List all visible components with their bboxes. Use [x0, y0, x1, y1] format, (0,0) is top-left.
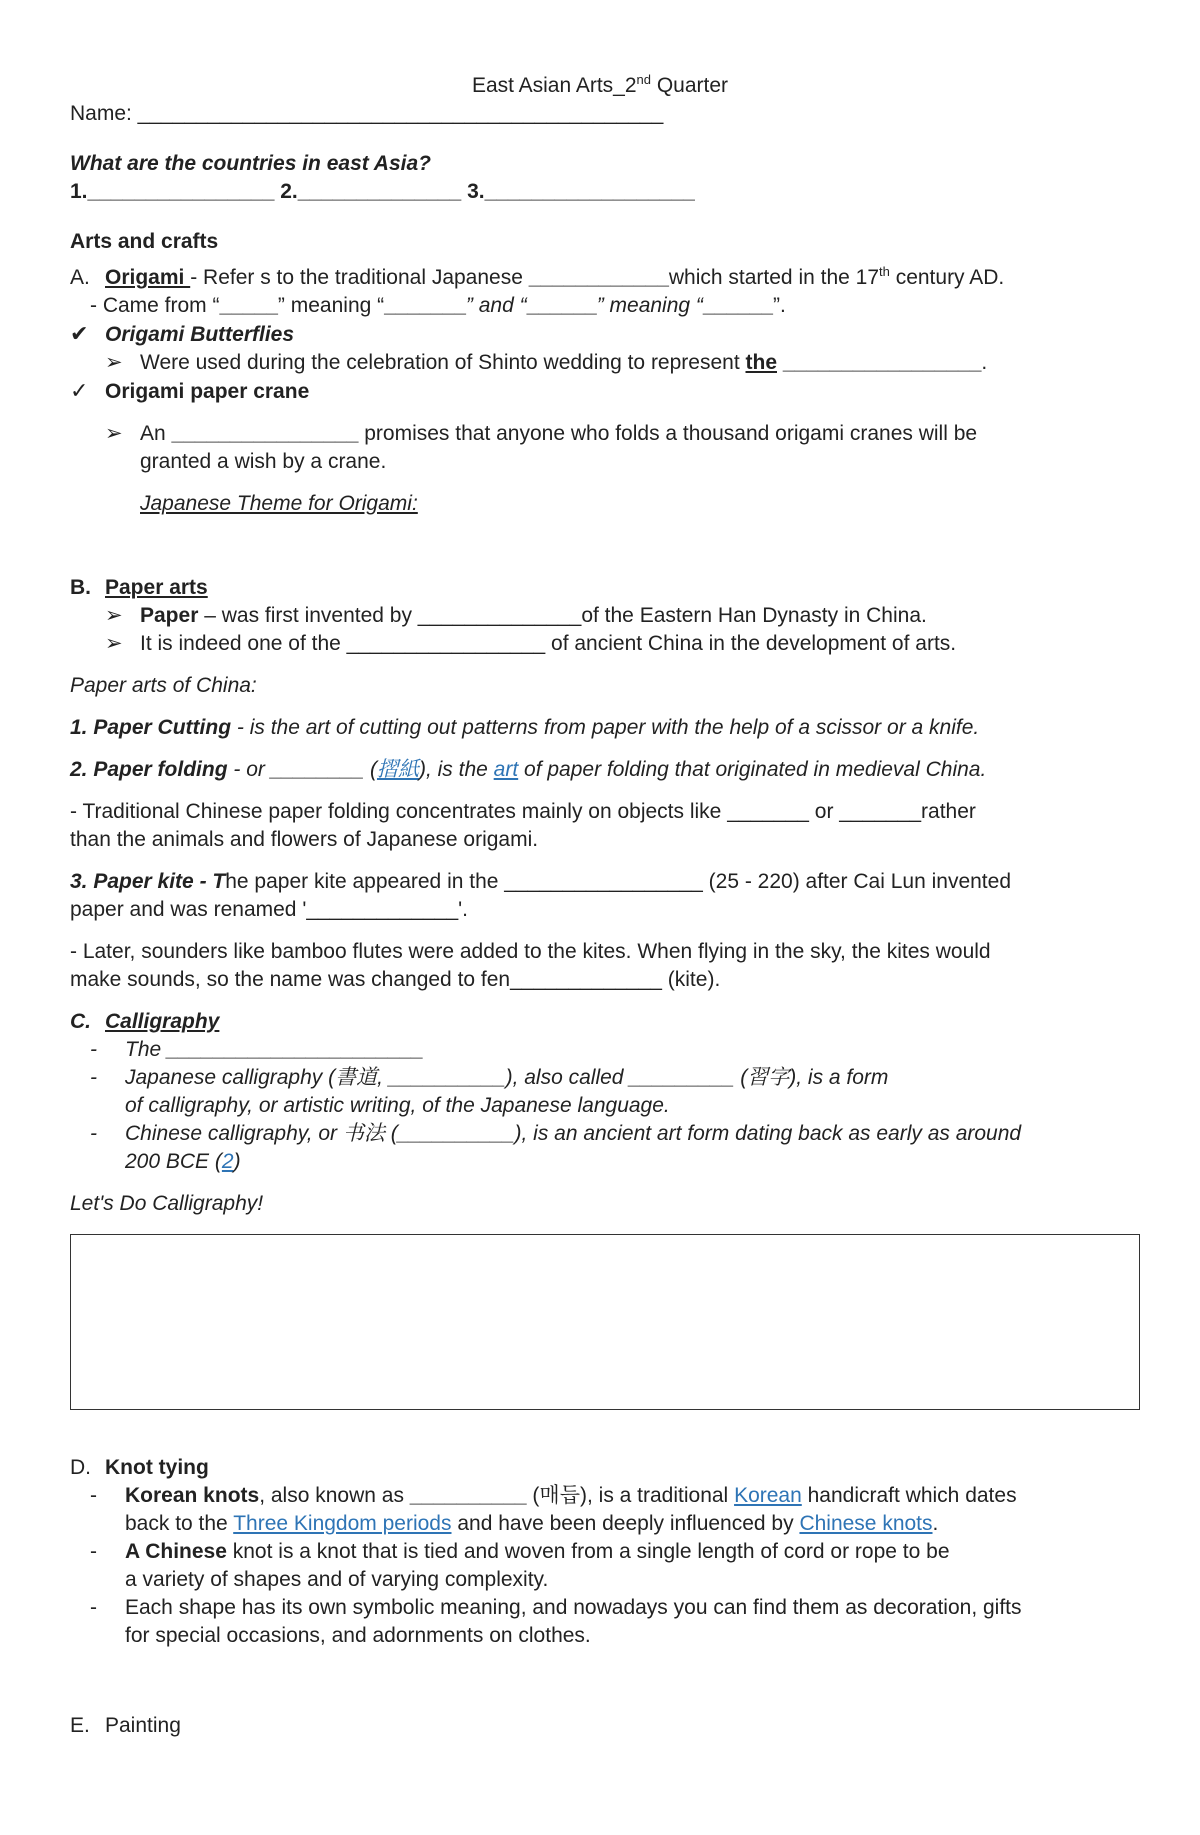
paper-kite-line2: paper and was renamed '_____________'. [70, 898, 468, 921]
arrow-bullet-icon: ➢ [105, 422, 123, 445]
later-sounders-line1: - Later, sounders like bamboo flutes were added to the kites. When flying in the sky, the kites would [70, 940, 991, 963]
origami-definition [70, 264, 1130, 292]
dash-bullet: - [90, 1122, 97, 1145]
art-link[interactable]: art [493, 758, 519, 781]
calligraphy-practice-box[interactable] [70, 1234, 1140, 1410]
section-letter-d: D. [70, 1456, 91, 1479]
calligraphy-line2-text: Japanese calligraphy (書道, __________), also called _________ (習字), is a form [125, 1066, 889, 1089]
reference-2-link[interactable]: 2 [221, 1150, 234, 1173]
section-letter-e: E. [70, 1714, 90, 1737]
symbolic-meaning-line1 [70, 1594, 1130, 1622]
calligraphy-line5-end: ) [233, 1150, 241, 1173]
paper-cutting-text: - is the art of cutting out patterns from paper with the help of a scissor or a knife. [231, 716, 980, 739]
calligraphy-line5-text: 200 BCE ( [125, 1150, 222, 1173]
came-from-blank-1[interactable]: _____ [219, 294, 278, 317]
section-letter-a: A. [70, 266, 90, 289]
paper-arts-china-subhead: Paper arts of China: [70, 674, 257, 697]
butterflies-bold: the [745, 351, 777, 374]
calligraphy-heading [70, 1008, 1130, 1036]
knot-tying-heading [70, 1454, 1130, 1482]
came-from-text-2: ” meaning “ [277, 294, 385, 317]
title-text: East Asian Arts_2 [471, 74, 637, 97]
checkmark-icon: ✓ [70, 378, 89, 403]
japanese-theme-label: Japanese Theme for Origami: [140, 492, 418, 515]
paper-folding-item [70, 756, 1130, 784]
came-from-line [70, 292, 1130, 320]
paper-indeed-text: It is indeed one of the _________________ of ancient China in the development of arts. [140, 632, 957, 655]
paper-folding-text-end: of paper folding that originated in medieval China. [518, 758, 987, 781]
symbolic-meaning-line2: for special occasions, and adornments on clothes. [125, 1624, 591, 1647]
paper-invented-text: – was first invented by ______________of the Eastern Han Dynasty in China. [198, 604, 927, 627]
korean-knots-line2-mid: and have been deeply influenced by [451, 1512, 800, 1535]
crane-blank[interactable]: ________________ [171, 422, 359, 445]
countries-blanks[interactable]: 1.________________ 2.______________ 3.__________________ [70, 180, 695, 203]
dash-bullet: - [90, 1484, 97, 1507]
korean-knots-text-mid: (매듭), is a traditional [526, 1484, 735, 1507]
paper-arts-title: Paper arts [105, 576, 208, 599]
paper-folding-text: - or ________ ( [227, 758, 377, 781]
paper-indeed-item [70, 630, 1130, 658]
page-title [70, 72, 1130, 100]
arts-crafts-heading: Arts and crafts [70, 230, 219, 253]
section-letter-b: B. [70, 576, 91, 599]
came-from-text-4: ” meaning “ [596, 294, 703, 317]
painting-heading [70, 1712, 1130, 1740]
calligraphy-line4-text: Chinese calligraphy, or 书法 (__________), is an ancient art form dating back as early as around [125, 1122, 1022, 1145]
paper-cutting-label: 1. Paper Cutting [70, 716, 232, 739]
traditional-folding-line1: - Traditional Chinese paper folding concentrates mainly on objects like _______ or _______rather [70, 800, 976, 823]
korean-knots-line2 [70, 1510, 1130, 1538]
paper-kite-text: he paper kite appeared in the _________________ (25 - 220) after Cai Lun invented [225, 870, 1012, 893]
three-kingdom-periods-link[interactable]: Three Kingdom periods [233, 1512, 452, 1535]
origami-text-mid: which started in the 17 [668, 266, 880, 289]
paper-kite-label: 3. Paper kite - T [70, 870, 226, 893]
crane-text-post: promises that anyone who folds a thousand origami cranes will be [358, 422, 978, 445]
butterflies-end: . [981, 351, 988, 374]
butterflies-blank[interactable]: _________________ [777, 351, 982, 374]
korean-link[interactable]: Korean [734, 1484, 802, 1507]
came-from-blank-3[interactable]: ______ [526, 294, 597, 317]
origami-text: - Refer s to the traditional Japanese [190, 266, 529, 289]
dash-bullet: - [90, 1540, 97, 1563]
origami-text-end: century AD. [889, 266, 1005, 289]
came-from-text: - Came from “ [90, 294, 220, 317]
chinese-knot-line1 [70, 1538, 1130, 1566]
dash-bullet: - [90, 1066, 97, 1089]
knot-tying-title: Knot tying [105, 1456, 209, 1479]
origami-butterflies-item [70, 320, 1130, 349]
paper-folding-text-mid: ), is the [418, 758, 494, 781]
came-from-text-end: ”. [772, 294, 786, 317]
calligraphy-line4 [70, 1120, 1130, 1148]
paper-invented-item [70, 602, 1130, 630]
paper-label: Paper [140, 604, 199, 627]
section-letter-c: C. [70, 1010, 91, 1033]
name-field[interactable]: Name: _____________________________________________ [70, 102, 664, 125]
origami-title: Origami [105, 266, 191, 289]
paper-cutting-item [70, 714, 1130, 742]
butterflies-detail [70, 349, 1130, 377]
lets-do-calligraphy: Let's Do Calligraphy! [70, 1192, 264, 1215]
origami-blank[interactable]: ____________ [528, 266, 669, 289]
paper-kite-item [70, 868, 1130, 896]
chinese-knots-link[interactable]: Chinese knots [799, 1512, 933, 1535]
korean-knots-line2-end: . [932, 1512, 939, 1535]
title-text-end: Quarter [651, 74, 729, 97]
came-from-blank-4[interactable]: ______ [702, 294, 773, 317]
painting-title: Painting [105, 1714, 181, 1737]
arrow-bullet-icon: ➢ [105, 604, 123, 627]
korean-knots-line1 [70, 1482, 1130, 1510]
calligraphy-line3: of calligraphy, or artistic writing, of the Japanese language. [125, 1094, 670, 1117]
dash-bullet: - [90, 1596, 97, 1619]
crane-detail [70, 420, 1130, 448]
paper-arts-heading [70, 574, 1130, 602]
calligraphy-line1-text[interactable]: The ______________________ [125, 1038, 424, 1061]
korean-knots-text-end: handicraft which dates [801, 1484, 1017, 1507]
came-from-blank-2[interactable]: _______ [384, 294, 466, 317]
calligraphy-line1 [70, 1036, 1130, 1064]
paper-folding-label: 2. Paper folding [70, 758, 228, 781]
checkmark-icon: ✔ [70, 321, 89, 346]
countries-question: What are the countries in east Asia? [70, 152, 431, 175]
origami-butterflies-label: Origami Butterflies [105, 323, 295, 346]
dash-bullet: - [90, 1038, 97, 1061]
butterflies-text: Were used during the celebration of Shinto wedding to represent [140, 351, 746, 374]
symbolic-meaning-text: Each shape has its own symbolic meaning, and nowadays you can find them as decoration, gifts [125, 1596, 1022, 1619]
arrow-bullet-icon: ➢ [105, 351, 123, 374]
calligraphy-line2 [70, 1064, 1130, 1092]
crane-detail-line2: granted a wish by a crane. [140, 450, 387, 473]
calligraphy-line5 [70, 1148, 1130, 1176]
korean-knots-blank[interactable]: __________ [409, 1484, 527, 1507]
title-superscript: nd [636, 72, 652, 87]
crane-text: An [140, 422, 172, 445]
zhezhi-link[interactable]: 摺紙 [376, 758, 419, 781]
korean-knots-label: Korean knots [125, 1484, 260, 1507]
korean-knots-text: , also known as [259, 1484, 410, 1507]
chinese-knot-line2: a variety of shapes and of varying complexity. [125, 1568, 549, 1591]
arrow-bullet-icon: ➢ [105, 632, 123, 655]
korean-knots-line2-text: back to the [125, 1512, 234, 1535]
worksheet [70, 72, 1130, 1740]
later-sounders-line2: make sounds, so the name was changed to fen_____________ (kite). [70, 968, 721, 991]
origami-crane-label: Origami paper crane [105, 380, 310, 403]
calligraphy-title: Calligraphy [105, 1010, 220, 1033]
chinese-knot-text: knot is a knot that is tied and woven from a single length of cord or rope to be [226, 1540, 950, 1563]
chinese-knot-label: A Chinese [125, 1540, 227, 1563]
origami-crane-item [70, 377, 1130, 406]
came-from-text-3: ” and “ [465, 294, 527, 317]
traditional-folding-line2: than the animals and flowers of Japanese origami. [70, 828, 539, 851]
origami-superscript: th [879, 264, 890, 279]
